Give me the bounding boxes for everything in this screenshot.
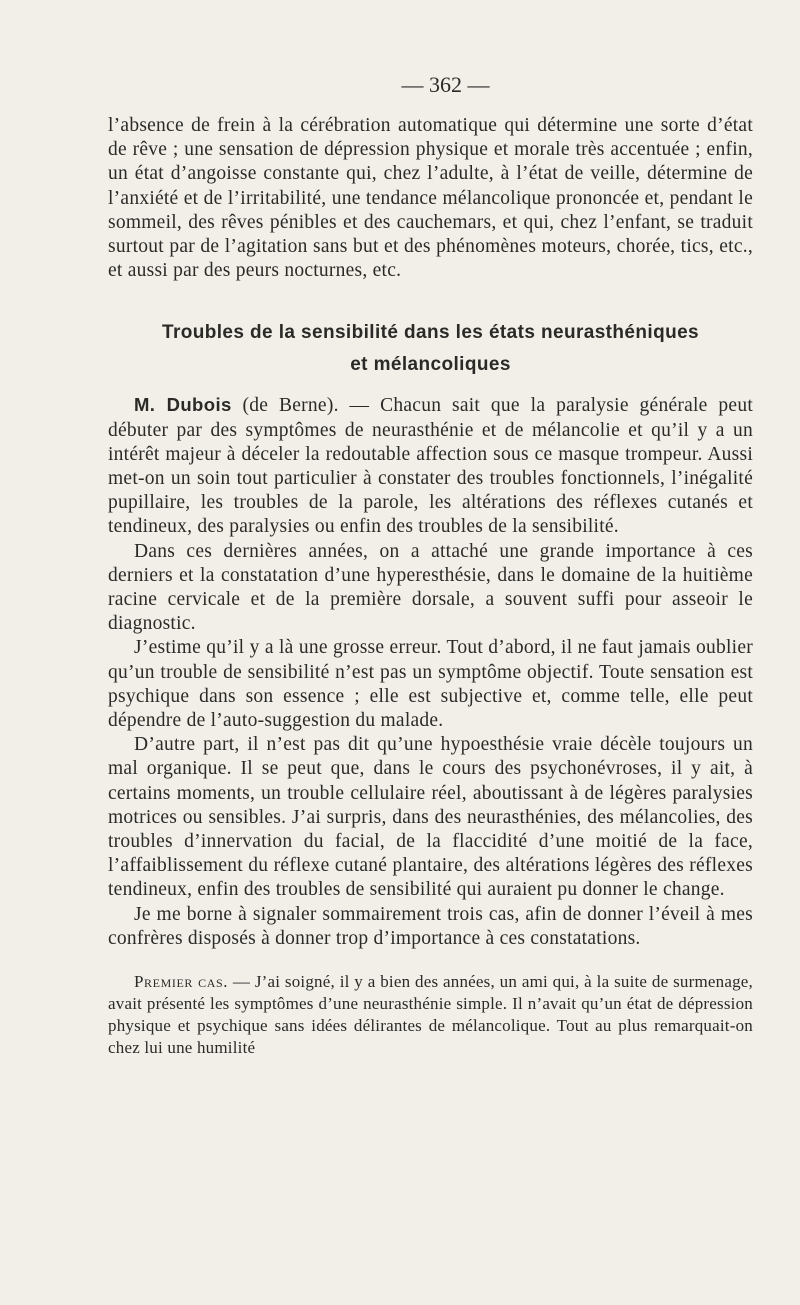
case-text: — J’ai soigné, il y a bien des années, un ami qui, à la suite de surmenage, avait présenté les symptômes d’une neurasthénie simple. Il n’avait qu’un état de dépression physique et psychique sans idées délirantes de mélancolique. Tout au plus remarquait-on chez lui une humilité (108, 972, 753, 1058)
case-paragraph (108, 971, 753, 1059)
section-title (108, 317, 753, 381)
body-paragraph: Je me borne à signaler sommairement trois cas, afin de donner l’éveil à mes confrères disposés à donner trop d’importance à ces constatations. (108, 903, 753, 949)
case-label: Premier cas. (134, 972, 229, 992)
author-name: M. Dubois (134, 394, 232, 416)
section-title-line-2: et mélancoliques (350, 354, 511, 376)
body-paragraph: D’autre part, il n’est pas dit qu’une hypoesthésie vraie décèle toujours un mal organique. Il se peut que, dans le cours des psychonévroses, il y ait, à certains moments, un trouble cellulaire réel, aboutissant à de légères paralysies motrices ou sensibles. J’ai surpris, dans des neurasthénies, des mélancolies, des troubles d’innervation du facial, de la flaccidité d’une moitié de la face, l’affaiblissement du réflexe cutané plantaire, des altérations légères des réflexes tendineux, enfin des troubles de sensibilité qui auraient pu donner le change. (108, 734, 753, 901)
body-paragraph: J’estime qu’il y a là une grosse erreur. Tout d’abord, il ne faut jamais oublier qu’un trouble de sensibilité n’est pas un symptôme objectif. Toute sensation est psychique dans son essence ; elle est subjective et, comme telle, elle peut dépendre de l’auto-suggestion du malade. (108, 637, 753, 732)
opening-paragraph: l’absence de frein à la cérébration automatique qui détermine une sorte d’état de rêve ; une sensation de dépression physique et morale très accentuée ; enfin, un état d’angoisse constante qui, chez l’adulte, à l’état de veille, détermine de l’anxiété et de l’irritabilité, une tendance mélancolique prononcée et, pendant le sommeil, des rêves pénibles et des cauchemars, et qui, chez l’enfant, se traduit surtout par de l’agitation sans but et des phénomènes moteurs, chorée, tics, etc., et aussi par des peurs nocturnes, etc. (108, 115, 753, 282)
book-page (108, 70, 753, 1059)
body-paragraph: Dans ces dernières années, on a attaché une grande importance à ces derniers et la constatation d’une hyperesthésie, dans le domaine de la huitième racine cervicale et de la première dorsale, a souvent suffi pour asseoir le diagnostic. (108, 540, 753, 635)
first-paragraph-text: (de Berne). — Chacun sait que la paralysie générale peut débuter par des symptômes de neurasthénie et de mélancolie et qu’il y a un intérêt majeur à déceler la redoutable affection sous ce masque trompeur. Aussi met-on un soin tout particulier à constater des troubles fonctionnels, l’inégalité pupillaire, les troubles de la parole, les altérations des réflexes cutanés et tendineux, des paralysies ou enfin des troubles de la sensibilité. (108, 395, 753, 538)
page-number: — 362 — (401, 72, 490, 97)
case-block (108, 971, 753, 1059)
section-title-line-1: Troubles de la sensibilité dans les états neurasthéniques (161, 322, 700, 344)
first-paragraph (108, 393, 753, 539)
